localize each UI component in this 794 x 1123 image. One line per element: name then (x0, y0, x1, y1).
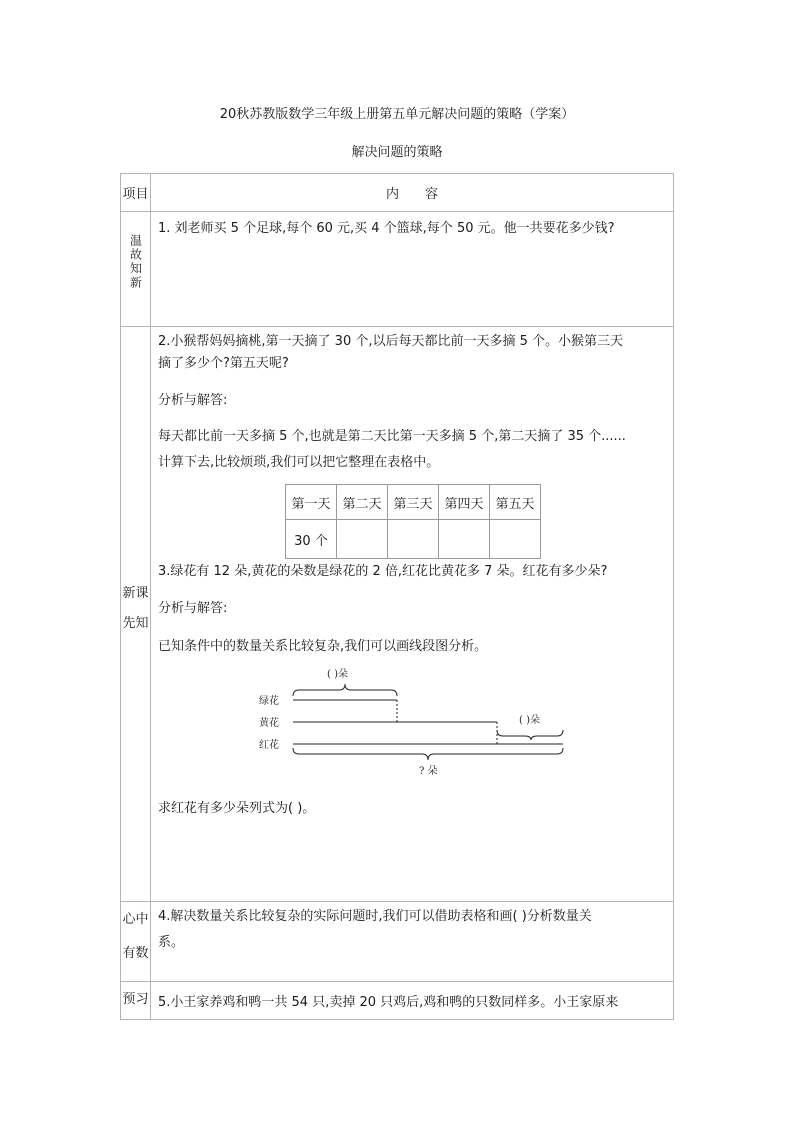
day-value (490, 520, 541, 559)
question-2-line1: 2.小猴帮妈妈摘桃,第一天摘了 30 个,以后每天都比前一天多摘 5 个。小猴第三天 (158, 334, 624, 349)
yellow-label: 黄花 (259, 718, 279, 729)
extra-brace-text: ( )朵 (519, 715, 540, 726)
question-5: 5.小王家养鸡和鸭一共 54 只,卖掉 20 只鸡后,鸡和鸭的只数同样多。小王家原来 (158, 995, 619, 1010)
analysis-2-line2: 计算下去,比较烦琐,我们可以把它整理在表格中。 (158, 455, 440, 470)
red-label: 红花 (259, 740, 279, 751)
new-lesson-label-line2: 先知 (122, 616, 149, 631)
day-value (388, 520, 439, 559)
review-label-cell (121, 212, 151, 327)
summary-label-line2: 有数 (122, 946, 149, 961)
day-value (439, 520, 490, 559)
day-header: 第一天 (286, 485, 337, 520)
preview-label-cell (121, 982, 151, 1020)
day-value: 30 个 (286, 520, 337, 559)
green-brace (293, 684, 397, 696)
statement-4-line1: 4.解决数量关系比较复杂的实际问题时,我们可以借助表格和画( )分析数量关 (158, 909, 592, 924)
line-segment-diagram (253, 666, 573, 778)
day-header: 第三天 (388, 485, 439, 520)
question-2-line2: 摘了多少个?第五天呢? (158, 356, 289, 371)
analysis-label-3: 分析与解答: (158, 601, 228, 616)
summary-content-cell (151, 902, 674, 982)
new-lesson-label-line1: 新课 (122, 586, 149, 601)
peach-days-table (285, 484, 541, 559)
question-1: 1. 刘老师买 5 个足球,每个 60 元,买 4 个篮球,每个 50 元。他一共要花多少钱? (158, 221, 615, 236)
green-label: 绿花 (259, 696, 279, 707)
day-value (337, 520, 388, 559)
preview-content-cell (151, 982, 674, 1020)
document-subtitle: 解决问题的策略 (351, 145, 443, 160)
question-3: 3.绿花有 12 朵,黄花的朵数是绿花的 2 倍,红花比黄花多 7 朵。红花有多少朵? (158, 564, 608, 579)
summary-label-cell (121, 902, 151, 982)
review-content-cell (151, 212, 674, 327)
new-lesson-label-cell (121, 327, 151, 902)
day-header: 第五天 (490, 485, 541, 520)
red-brace (293, 748, 563, 760)
new-lesson-content-cell (151, 327, 674, 902)
analysis-label-2: 分析与解答: (158, 393, 228, 408)
worksheet-table (120, 173, 674, 1020)
statement-4-line2: 系。 (158, 935, 185, 950)
day-header: 第四天 (439, 485, 490, 520)
analysis-3: 已知条件中的数量关系比较复杂,我们可以画线段图分析。 (158, 639, 488, 654)
extra-brace (497, 730, 563, 740)
day-header: 第二天 (337, 485, 388, 520)
header-content-cell: 内 容 (151, 174, 674, 212)
document-title: 20秋苏教版数学三年级上册第五单元解决问题的策略（学案） (219, 107, 575, 122)
preview-label: 预习 (122, 992, 149, 1007)
summary-label-line1: 心中 (122, 912, 149, 927)
header-item-cell: 项目 (121, 174, 151, 212)
review-label: 温故知新 (128, 234, 143, 290)
formula-line: 求红花有多少朵列式为( )。 (158, 801, 316, 816)
red-brace-text: ? 朵 (419, 766, 438, 777)
green-brace-text: ( )朵 (327, 669, 348, 680)
analysis-2-line1: 每天都比前一天多摘 5 个,也就是第二天比第一天多摘 5 个,第二天摘了 35 个...... (158, 429, 626, 444)
